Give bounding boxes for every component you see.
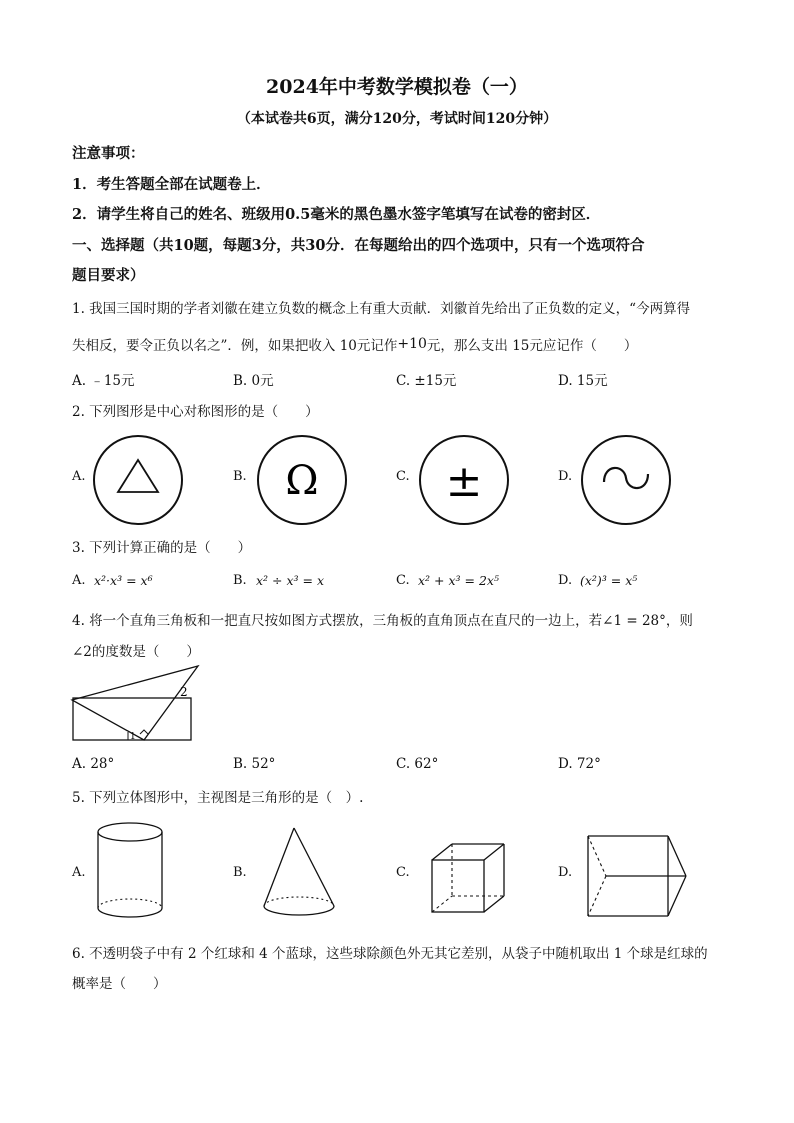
q1-option-c: C. ±15元 xyxy=(396,373,457,389)
q5-label-d: D. xyxy=(558,865,573,880)
q3-expr-b: x² ÷ x³ = x xyxy=(256,573,325,588)
q2-figure-c xyxy=(416,432,512,528)
circle-outline xyxy=(94,436,182,524)
q3-label-a: A. xyxy=(72,573,86,588)
q1-stem-line2-c: 元，那么支出 15元应记作（ ） xyxy=(426,338,638,354)
angle1-label: 1 xyxy=(130,732,136,742)
omega-icon: Ω xyxy=(285,458,319,504)
q4-option-d: D. 72° xyxy=(558,756,601,772)
q4-option-b: B. 52° xyxy=(233,756,276,772)
section-heading-line2: 题目要求） xyxy=(72,267,145,284)
q3-expr-a: x²·x³ = x⁶ xyxy=(94,573,153,588)
notice-heading: 注意事项： xyxy=(72,145,145,162)
q2-label-a: A. xyxy=(72,469,86,484)
q4-stem-line1: 4. 将一个直角三角板和一把直尺按如图方式摆放，三角板的直角顶点在直尺的一边上，若∠1 = 28°，则 xyxy=(72,613,693,629)
q5-label-a: A. xyxy=(72,865,86,880)
q1-option-a: A. ﹣15元 xyxy=(72,373,135,389)
angle2-label: 2 xyxy=(180,685,188,699)
q2-stem: 2. 下列图形是中心对称图形的是（ ） xyxy=(72,404,319,420)
cone-icon xyxy=(258,824,340,922)
q2-figure-a xyxy=(90,432,186,528)
exam-title: 2024年中考数学模拟卷（一） xyxy=(266,76,528,98)
q1-option-b: B. 0元 xyxy=(233,373,274,389)
q3-expr-c: x² + x³ = 2x⁵ xyxy=(418,573,499,588)
q2-label-d: D. xyxy=(558,469,573,484)
section-heading-line1: 一、选择题（共10题，每题3分，共30分．在每题给出的四个选项中，只有一个选项符合 xyxy=(72,237,645,254)
q5-stem: 5. 下列立体图形中，主视图是三角形的是（ ）. xyxy=(72,790,364,806)
exam-subtitle: （本试卷共6页，满分120分，考试时间120分钟） xyxy=(236,111,558,127)
q4-option-a: A. 28° xyxy=(72,756,115,772)
q5-label-c: C. xyxy=(396,865,410,880)
q2-figure-d xyxy=(578,432,674,528)
q3-expr-d: (x²)³ = x⁵ xyxy=(580,573,638,588)
set-square-shape xyxy=(72,666,198,740)
q3-label-d: D. xyxy=(558,573,573,588)
q6-stem-line1: 6. 不透明袋子中有 2 个红球和 4 个蓝球，这些球除颜色外无其它差别，从袋子中随机取出 1 个球是红球的 xyxy=(72,946,708,962)
q3-stem: 3. 下列计算正确的是（ ） xyxy=(72,540,252,556)
q5-label-b: B. xyxy=(233,865,247,880)
q2-label-c: C. xyxy=(396,469,410,484)
q3-label-c: C. xyxy=(396,573,410,588)
plus-minus-icon: ± xyxy=(445,456,483,507)
q1-stem-line2-a: 失相反，要令正负以名之”．例，如果把收入 10元记作 xyxy=(72,338,398,354)
q3-label-b: B. xyxy=(233,573,247,588)
cube-icon xyxy=(428,838,510,918)
q1-stem-line1: 1. 我国三国时期的学者刘徽在建立负数的概念上有重大贡献．刘徽首先给出了正负数的定义，“今两算得 xyxy=(72,301,691,317)
q6-stem-line2: 概率是（ ） xyxy=(72,976,167,992)
q1-option-d: D. 15元 xyxy=(558,373,608,389)
q2-figure-b xyxy=(254,432,350,528)
notice-item-1: 1．考生答题全部在试题卷上． xyxy=(72,176,271,193)
triangle-icon xyxy=(118,460,158,492)
s-curve-icon xyxy=(604,468,648,488)
cylinder-icon xyxy=(92,818,168,922)
q1-plus10: +10 xyxy=(397,336,427,352)
q4-stem-line2: ∠2的度数是（ ） xyxy=(72,644,200,660)
triangular-prism-icon xyxy=(584,832,690,922)
q4-option-c: C. 62° xyxy=(396,756,439,772)
q1-stem-line2 xyxy=(72,334,637,354)
right-angle-mark xyxy=(140,730,148,734)
q4-ruler-triangle-figure xyxy=(70,662,200,746)
q2-label-b: B. xyxy=(233,469,247,484)
notice-item-2: 2．请学生将自己的姓名、班级用0.5毫米的黑色墨水签字笔填写在试卷的密封区． xyxy=(72,206,601,223)
